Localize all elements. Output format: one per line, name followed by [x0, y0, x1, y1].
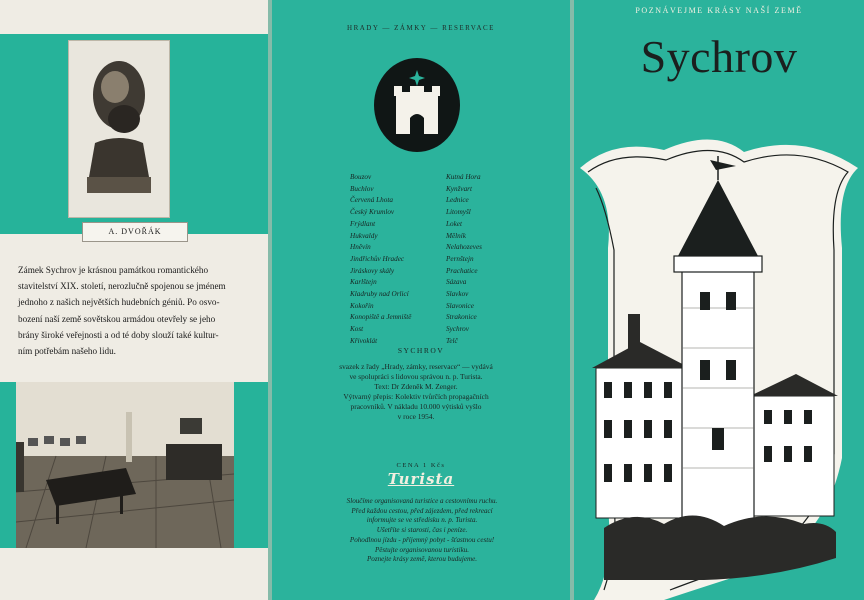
- slogan-line: informujte se ve středisku n. p. Turista.: [366, 516, 478, 525]
- imprint-line: Text: Dr Zdeněk M. Zenger.: [374, 382, 458, 391]
- place-item: Frýdlant: [350, 219, 376, 228]
- slogan-line: Poznejte krásy země, kterou budujeme.: [366, 555, 478, 564]
- place-item: Hukvaldy: [350, 231, 378, 240]
- place-item: Nelahozeves: [446, 243, 482, 252]
- place-item: Sychrov: [446, 325, 469, 334]
- turista-logo: Turista: [387, 470, 455, 488]
- middle-panel: [272, 0, 570, 600]
- slogan-line: Pohodlnou jízdu - příjemný pobyt - šťastnou cestu!: [349, 535, 495, 544]
- intro-line: stavitelství XIX. století, nerozlučně spojenou se jménem: [18, 281, 226, 292]
- place-item: Prachatice: [446, 266, 478, 275]
- imprint-text: [306, 362, 526, 422]
- intro-text: [18, 262, 238, 359]
- left-panel: [0, 0, 268, 600]
- place-item: Loket: [446, 219, 462, 228]
- cover-kicker: POZNÁVEJME KRÁSY NAŠÍ ZEMĚ: [635, 6, 803, 15]
- slogan-line: Pěstujte organisovanou turistiku.: [374, 545, 470, 554]
- series-heading: HRADY — ZÁMKY — RESERVACE: [347, 24, 495, 32]
- place-item: Slavonice: [446, 301, 474, 310]
- slogan-line: Před každou cestou, před zájezdem, před rekreací: [351, 506, 493, 515]
- intro-line: Zámek Sychrov je krásnou památkou romantického: [18, 265, 209, 275]
- slogan-line: Sloučíme organisovaná turistice a cestovnímu ruchu.: [346, 497, 498, 505]
- place-item: Strakonice: [446, 313, 477, 322]
- places-column-2: [446, 172, 482, 348]
- place-item: Bouzov: [350, 173, 372, 181]
- imprint-line: ve spolupráci s lidovou správou n. p. Turista.: [349, 372, 483, 381]
- place-item: Karlštejn: [350, 278, 377, 287]
- place-item: Telč: [446, 336, 458, 345]
- place-item: Jindřichův Hradec: [350, 254, 405, 263]
- imprint-line: pracovníků. V nákladu 10.000 výtisků vyšlo: [350, 402, 482, 411]
- place-item: Pernštejn: [446, 254, 474, 263]
- place-item: Kutná Hora: [446, 173, 481, 181]
- booklet-subtitle: SYCHROV: [397, 346, 445, 355]
- place-item: Buchlov: [350, 184, 374, 193]
- place-item: Český Krumlov: [350, 208, 395, 217]
- place-item: Slavkov: [446, 290, 469, 299]
- intro-line: brány široké veřejnosti a od té doby slouží také kultur-: [18, 329, 219, 340]
- castle-emblem-icon: [372, 56, 462, 154]
- slogan-text: [302, 497, 542, 565]
- place-item: Kynžvart: [446, 184, 472, 193]
- place-item: Hněvín: [350, 243, 371, 252]
- place-item: Kokořín: [350, 301, 374, 310]
- place-item: Mělník: [446, 231, 466, 240]
- castle-illustration: [574, 128, 864, 600]
- intro-line: jednoho z našich největších hudebních géniů. Po osvo-: [18, 297, 220, 308]
- place-item: Konopiště a Jemniště: [350, 313, 412, 322]
- right-panel: [574, 0, 864, 600]
- place-item: Sázava: [446, 278, 467, 287]
- imprint-line: Výtvarný přepis: Kolektiv tvůrčích propagačních: [343, 392, 489, 401]
- imprint-line: svazek z řady „Hrady, zámky, reservace“ — vydává: [339, 362, 493, 371]
- dvorak-bust-image: [77, 47, 161, 197]
- place-item: Kost: [350, 325, 364, 334]
- intro-line: ním potřebám našeho lidu.: [18, 346, 116, 357]
- price-label: CENA 1 Kčs: [396, 462, 446, 469]
- place-item: Litomyšl: [446, 208, 471, 217]
- place-item: Červená Lhota: [350, 196, 393, 205]
- places-column-1: [350, 172, 411, 348]
- place-item: Jiráskovy skály: [350, 266, 395, 275]
- music-room-photo: [16, 382, 234, 548]
- place-item: Lednice: [446, 196, 469, 205]
- bust-caption: A. DVOŘÁK: [82, 222, 188, 242]
- bust-photo-frame: [68, 40, 170, 218]
- slogan-line: Ušetříte si starosti, čas i peníze.: [376, 526, 468, 535]
- imprint-line: v roce 1954.: [397, 412, 435, 421]
- place-item: Kladruby nad Orlicí: [350, 290, 409, 299]
- place-item: Křivoklát: [350, 336, 378, 345]
- cover-title: Sychrov: [640, 31, 798, 82]
- intro-line: bození naší země sovětskou armádou otevřely se jeho: [18, 313, 216, 324]
